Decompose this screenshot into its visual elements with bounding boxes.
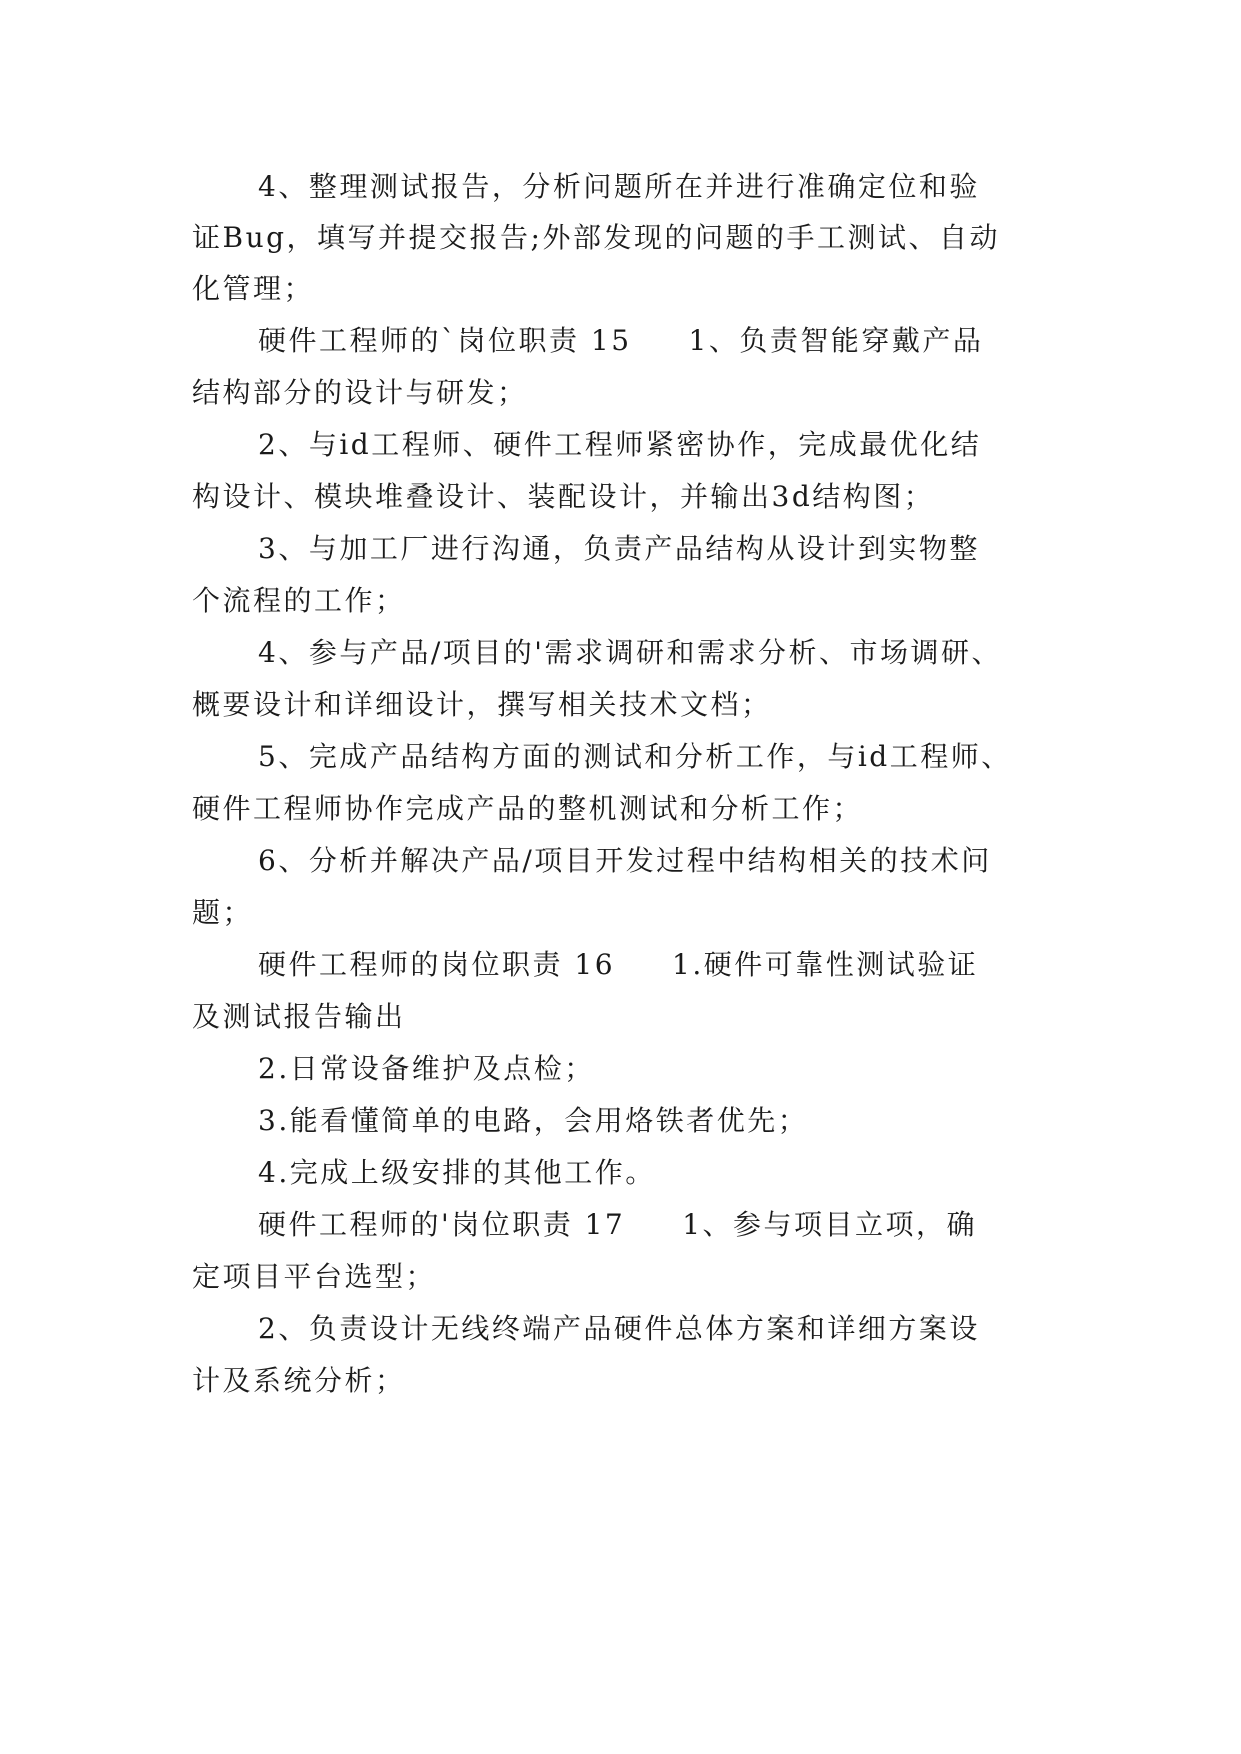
section-heading-line: 硬件工程师的'岗位职责 17 1、参与项目立项，确 xyxy=(258,1208,978,1241)
text-line: 2、与id工程师、硬件工程师紧密协作，完成最优化结 xyxy=(258,428,982,461)
text-line: 及测试报告输出 xyxy=(192,1000,406,1033)
text-line: 构设计、模块堆叠设计、装配设计，并输出3d结构图； xyxy=(192,480,935,513)
text-line: 化管理； xyxy=(192,272,315,305)
section-heading-line: 硬件工程师的`岗位职责 15 1、负责智能穿戴产品 xyxy=(258,324,984,357)
text-line: 个流程的工作； xyxy=(192,584,406,617)
text-line: 概要设计和详细设计，撰写相关技术文档； xyxy=(192,688,772,721)
text-line: 6、分析并解决产品/项目开发过程中结构相关的技术问 xyxy=(258,844,992,877)
text-line: 结构部分的设计与研发； xyxy=(192,376,528,409)
text-line: 4、参与产品/项目的'需求调研和需求分析、市场调研、 xyxy=(258,636,1002,669)
text-line: 5、完成产品结构方面的测试和分析工作，与id工程师、 xyxy=(258,740,1012,773)
text-line: 证Bug，填写并提交报告;外部发现的问题的手工测试、自动 xyxy=(192,221,1000,254)
text-line: 4.完成上级安排的其他工作。 xyxy=(258,1156,656,1189)
section-heading-line: 硬件工程师的岗位职责 16 1.硬件可靠性测试验证 xyxy=(258,948,979,981)
text-line: 3.能看懂简单的电路，会用烙铁者优先； xyxy=(258,1104,809,1137)
text-line: 计及系统分析； xyxy=(192,1364,406,1397)
text-line: 2.日常设备维护及点检； xyxy=(258,1052,595,1085)
text-line: 定项目平台选型； xyxy=(192,1260,437,1293)
text-line: 硬件工程师协作完成产品的整机测试和分析工作； xyxy=(192,792,864,825)
text-line: 3、与加工厂进行沟通，负责产品结构从设计到实物整 xyxy=(258,532,980,565)
text-line: 4、整理测试报告，分析问题所在并进行准确定位和验 xyxy=(258,170,980,203)
text-line: 2、负责设计无线终端产品硬件总体方案和详细方案设 xyxy=(258,1312,980,1345)
text-line: 题； xyxy=(192,896,254,929)
